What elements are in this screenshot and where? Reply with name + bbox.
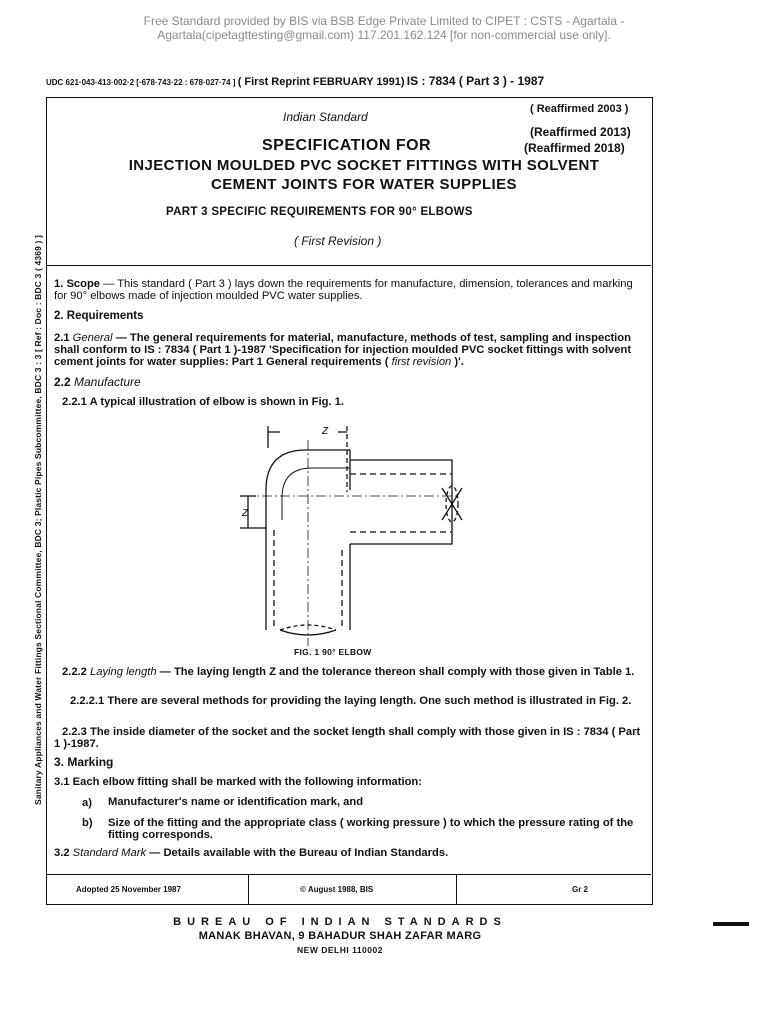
section-2-2-heading bbox=[54, 377, 646, 389]
section-1-heading: 1. Scope bbox=[54, 278, 101, 290]
section-3-2-title: Standard Mark bbox=[72, 847, 147, 859]
revision-note: ( First Revision ) bbox=[294, 234, 382, 248]
section-2-2-2-1: 2.2.2.1 There are several methods for providing the laying length. One such method is illustrated in Fig. 2. bbox=[70, 695, 632, 707]
title-divider bbox=[47, 265, 651, 266]
reaffirmed-2003: ( Reaffirmed 2003 ) bbox=[530, 103, 629, 115]
publisher-city: NEW DELHI 110002 bbox=[297, 945, 383, 955]
copyright-note: © August 1988, BIS bbox=[300, 885, 374, 894]
price-group: Gr 2 bbox=[572, 885, 589, 894]
elbow-inner-curve bbox=[282, 468, 350, 520]
section-2-2-3: 2.2.3 The inside diameter of the socket and the socket length shall comply with those given in IS : 7834 ( Part 1 )-1987. bbox=[54, 726, 641, 750]
reaffirmed-2018: (Reaffirmed 2018) bbox=[524, 141, 625, 155]
udc-code: UDC 621·043·413·002·2 [·678·743·22 : 678·027·74 ] bbox=[46, 78, 236, 87]
section-2-1 bbox=[54, 333, 646, 368]
item-a-label: a) bbox=[82, 797, 92, 809]
reaffirmed-2013: (Reaffirmed 2013) bbox=[530, 125, 631, 139]
section-2-1-text: — The general requirements for material, manufacture, methods of test, sampling and inspection shall conform to IS : 7834 ( Part 1 )-1987 'Specification for injection moulded PVC socket fittings with solvent cement joints for water supplies: Part 1 General requirements ( bbox=[54, 332, 632, 368]
footer-row bbox=[46, 874, 651, 904]
publisher-name: BUREAU OF INDIAN STANDARDS bbox=[173, 916, 507, 928]
section-3-2-text: — Details available with the Bureau of Indian Standards. bbox=[146, 847, 449, 859]
spec-heading: SPECIFICATION FOR bbox=[262, 137, 432, 154]
udc-line bbox=[46, 74, 544, 88]
section-3-heading: 3. Marking bbox=[54, 755, 114, 769]
section-1-text: — This standard ( Part 3 ) lays down the requirements for manufacture, dimension, tolerances and marking for 90° elbows made of injection moulded PVC water supplies. bbox=[54, 278, 633, 302]
section-2-2-number: 2.2 bbox=[54, 375, 75, 389]
is-number: IS : 7834 ( Part 3 ) - 1987 bbox=[406, 74, 545, 88]
watermark-notice bbox=[0, 14, 768, 42]
dim-z-top-label: Z bbox=[322, 426, 329, 437]
reprint-note: ( First Reprint FEBRUARY 1991) bbox=[237, 76, 405, 88]
elbow-figure bbox=[220, 420, 480, 648]
section-2-1-number: 2.1 bbox=[54, 332, 73, 344]
footer-separator-1 bbox=[248, 875, 249, 904]
section-2-2-2-text: — The laying length Z and the tolerance thereon shall comply with those given in Table 1. bbox=[156, 666, 635, 678]
section-1-scope bbox=[54, 279, 646, 303]
item-a-text: Manufacturer's name or identification mark, and bbox=[108, 796, 364, 808]
section-2-2-2-number: 2.2.2 bbox=[62, 666, 90, 678]
section-2-2-title: Manufacture bbox=[74, 375, 141, 389]
title-line-2: CEMENT JOINTS FOR WATER SUPPLIES bbox=[211, 176, 517, 193]
watermark-line-1: Free Standard provided by BIS via BSB Edge Private Limited to CIPET : CSTS - Agartala - bbox=[143, 14, 625, 28]
dim-z-left-label: Z bbox=[242, 508, 249, 519]
footer-separator-2 bbox=[456, 875, 457, 904]
section-2-2-2 bbox=[54, 667, 646, 679]
committee-side-text: Sanitary Appliances and Water Fittings Sectional Committee, BDC 3; Plastic Pipes Subcommittee, BDC 3 : 3 [ Ref : Doc : BDC 3 ( 4369 ) ] bbox=[33, 235, 43, 805]
watermark-line-2: Agartala(cipetagttesting@gmail.com) 117.201.162.124 [for non-commercial use only]. bbox=[157, 28, 611, 42]
edge-mark bbox=[713, 922, 749, 926]
figure-caption: FIG. 1 90° ELBOW bbox=[294, 647, 372, 657]
part-heading: PART 3 SPECIFIC REQUIREMENTS FOR 90° ELBOWS bbox=[166, 206, 473, 218]
section-3-1: 3.1 Each elbow fitting shall be marked with the following information: bbox=[54, 776, 422, 788]
section-3-2-number: 3.2 bbox=[54, 847, 73, 859]
section-2-1-end: )'. bbox=[451, 355, 464, 368]
section-2-2-1: 2.2.1 A typical illustration of elbow is shown in Fig. 1. bbox=[62, 396, 345, 408]
section-2-2-2-title: Laying length bbox=[90, 666, 157, 678]
adopted-date: Adopted 25 November 1987 bbox=[76, 885, 181, 894]
item-b-text: Size of the fitting and the appropriate class ( working pressure ) to which the pressure rating of the fitting corresponds. bbox=[108, 817, 634, 841]
section-2-heading: 2. Requirements bbox=[54, 310, 144, 322]
title-line-1: INJECTION MOULDED PVC SOCKET FITTINGS WITH SOLVENT bbox=[128, 157, 600, 174]
publisher-address: MANAK BHAVAN, 9 BAHADUR SHAH ZAFAR MARG bbox=[198, 930, 482, 942]
section-2-1-italic: first revision bbox=[391, 355, 452, 368]
item-b-label: b) bbox=[82, 817, 93, 829]
section-2-1-title: General bbox=[72, 332, 113, 344]
section-3-2 bbox=[54, 848, 646, 860]
indian-standard-label: Indian Standard bbox=[283, 110, 368, 124]
